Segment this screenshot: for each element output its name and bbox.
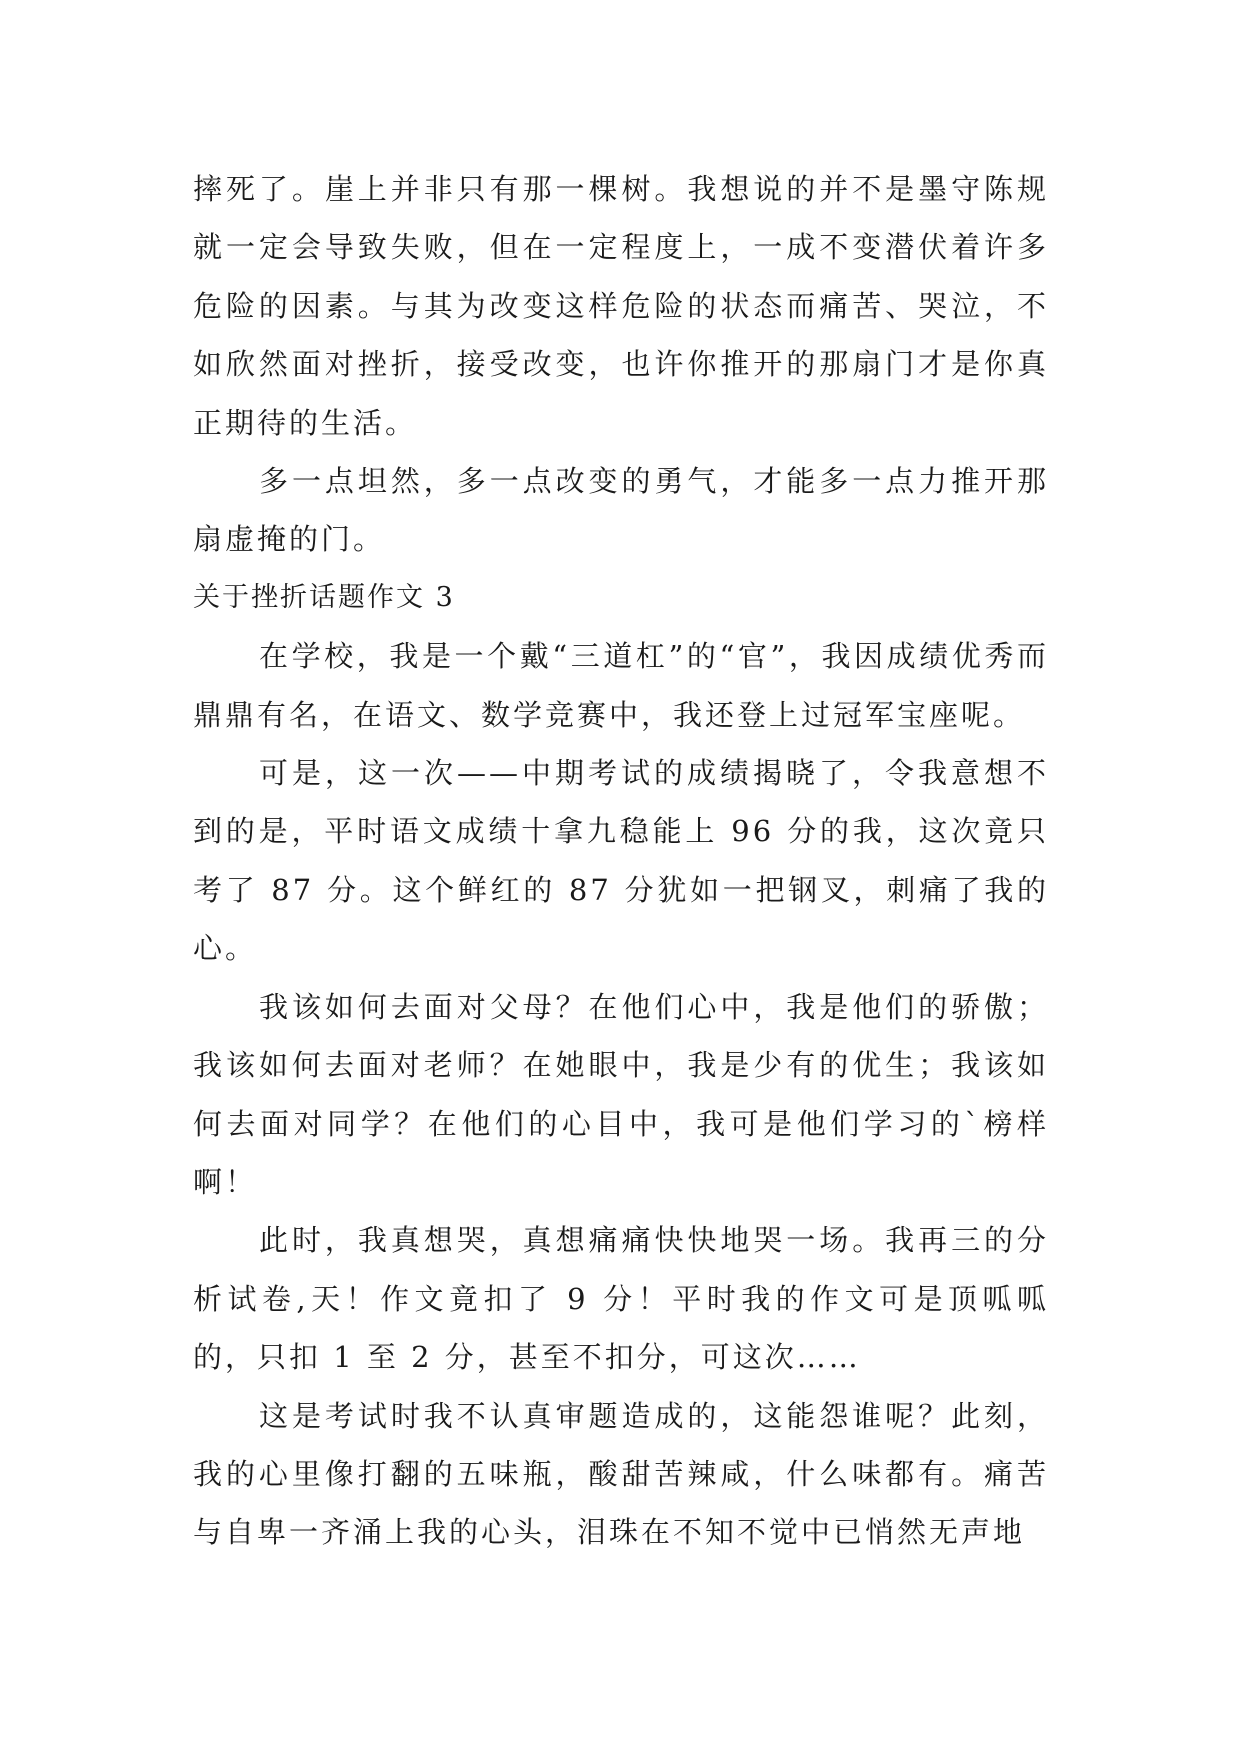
essay-paragraph-4: 此时，我真想哭，真想痛痛快快地哭一场。我再三的分析试卷,天！作文竟扣了 9 分！平时我的作文可是顶呱呱的，只扣 1 至 2 分，甚至不扣分，可这次…… (193, 1223, 1049, 1375)
essay-paragraph-2: 可是，这一次——中期考试的成绩揭晓了，令我意想不到的是，平时语文成绩十拿九稳能上 96 分的我，这次竟只考了 87 分。这个鲜红的 87 分犹如一把钢叉，刺痛了我的心。 (193, 756, 1049, 966)
essay-paragraph-5: 这是考试时我不认真审题造成的，这能怨谁呢？此刻，我的心里像打翻的五味瓶，酸甜苦辣咸，什么味都有。痛苦与自卑一齐涌上我的心头，泪珠在不知不觉中已悄然无声地 (193, 1398, 1049, 1550)
essay-paragraph-3: 我该如何去面对父母？在他们心中，我是他们的骄傲；我该如何去面对老师？在她眼中，我是少有的优生；我该如何去面对同学？在他们的心目中，我可是他们学习的`榜样啊！ (193, 989, 1049, 1199)
document-page (193, 160, 1049, 1562)
essay-paragraph-1: 在学校，我是一个戴“三道杠”的“官”，我因成绩优秀而鼎鼎有名，在语文、数学竞赛中，我还登上过冠军宝座呢。 (193, 639, 1049, 732)
paragraph-conclusion: 多一点坦然，多一点改变的勇气，才能多一点力推开那扇虚掩的门。 (193, 464, 1049, 557)
essay-heading: 关于挫折话题作文 3 (193, 581, 455, 613)
paragraph-continuation: 摔死了。崖上并非只有那一棵树。我想说的并不是墨守陈规就一定会导致失败，但在一定程度上，一成不变潜伏着许多危险的因素。与其为改变这样危险的状态而痛苦、哭泣，不如欣然面对挫折，接受改变，也许你推开的那扇门才是你真正期待的生活。 (193, 172, 1049, 440)
